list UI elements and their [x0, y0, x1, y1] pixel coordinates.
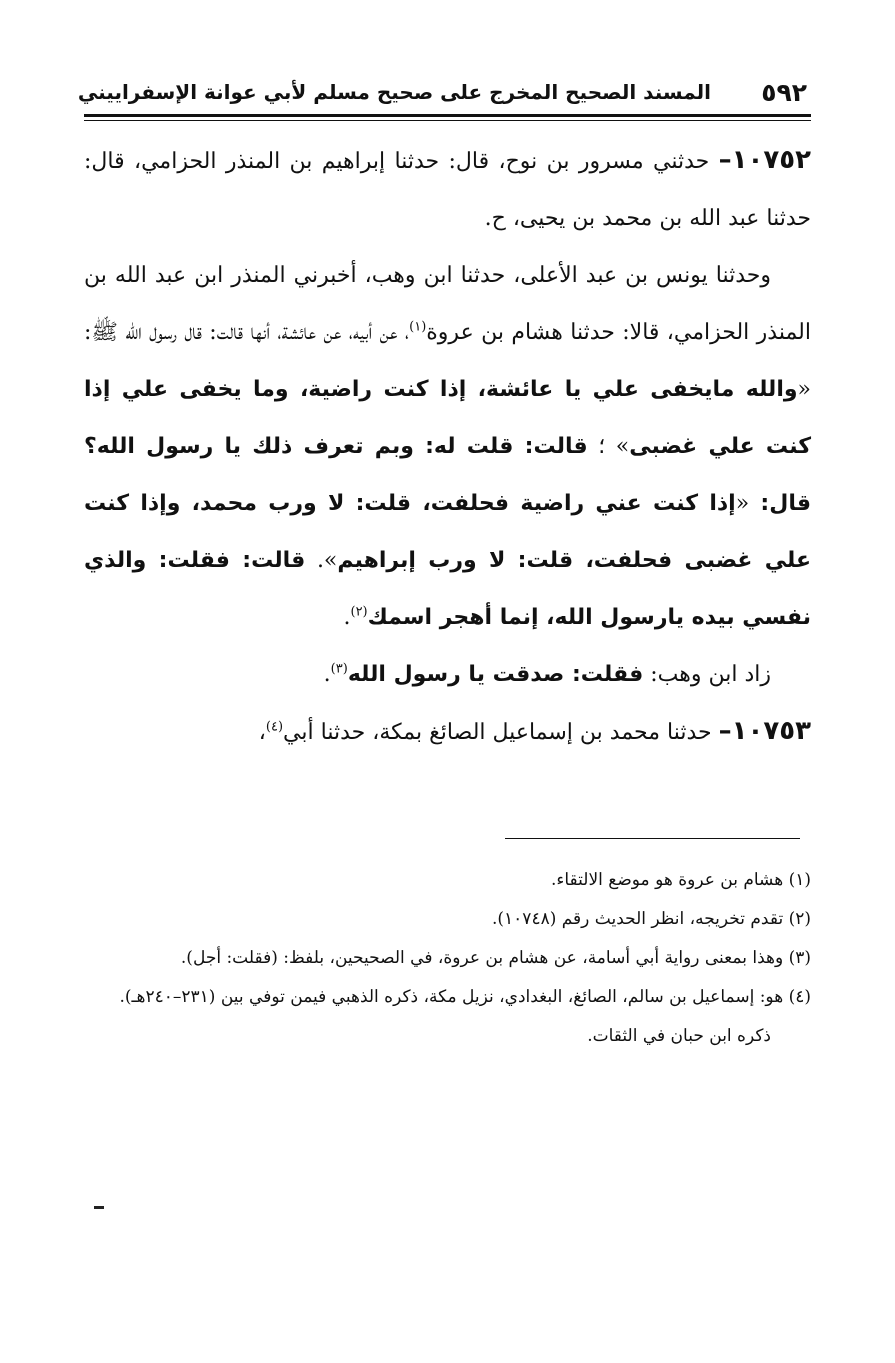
margin-mark — [94, 1206, 104, 1209]
punctuation: ، — [258, 720, 266, 745]
hadith-number: ١٠٧٥٣– — [718, 716, 811, 746]
footnote-marker: (٢) — [350, 604, 368, 620]
ziyada-para — [84, 646, 811, 703]
footnote-separator — [505, 838, 800, 839]
ziyada-text: فقلت: صدقت يا رسول الله — [347, 662, 644, 687]
footnote-2: (٢) تقدم تخريجه، انظر الحديث رقم (١٠٧٤٨). — [492, 909, 811, 929]
quote-mark: » ؛ — [587, 434, 630, 459]
quote-mark: « — [735, 491, 750, 516]
page-number: ٥٩٢ — [761, 78, 807, 107]
ziyada-intro: زاد ابن وهب: — [643, 662, 771, 687]
footnote-marker: (٣) — [330, 661, 348, 677]
matn-text: قالت: قلت له: وبم تعرف ذلك يا رسول الله؟ قال: — [84, 434, 811, 516]
footnote-1: (١) هشام بن عروة هو موضع الالتقاء. — [550, 870, 811, 890]
footnote-4: (٤) هو: إسماعيل بن سالم، الصائغ، البغدادي، نزيل مكة، ذكره الذهبي فيمن توفي بين (٢٣١–٢٤٠هـ). — [119, 987, 811, 1007]
footnote-3: (٣) وهذا بمعنى رواية أبي أسامة، عن هشام بن عروة، في الصحيحين، بلفظ: (فقلت: أجل). — [180, 948, 811, 968]
footnote-marker: (٤) — [265, 719, 284, 735]
main-text — [84, 132, 811, 761]
matn-text: والله مايخفى علي يا عائشة، إذا كنت راضية، وما يخفى علي إذا كنت علي غضبى — [84, 377, 811, 459]
hadith-10752-para-1 — [84, 132, 811, 247]
hadith-number: ١٠٧٥٢– — [718, 145, 811, 175]
footnote-marker: (١) — [409, 319, 427, 335]
isnad-text: وحدثنا يونس بن عبد الأعلى، حدثنا ابن وهب، أخبرني المنذر ابن عبد الله بن المنذر الحزامي، قالا: حدثنا هشام بن عروة — [84, 263, 811, 345]
punctuation: . — [343, 605, 351, 630]
page-header — [77, 76, 811, 112]
quote-mark: ». — [305, 548, 338, 573]
running-title: المسند الصحيح المخرج على صحيح مسلم لأبي عوانة الإسفراييني — [77, 80, 711, 104]
punctuation: . — [323, 662, 331, 687]
hadith-10753-para — [84, 703, 811, 761]
isnad-text: حدثني مسرور بن نوح، قال: حدثنا إبراهيم بن المنذر الحزامي، قال: حدثنا عبد الله بن محمد بن يحيى، ح. — [84, 149, 811, 231]
header-rule-thin — [84, 120, 811, 121]
footnotes — [84, 862, 811, 1057]
isnad-text: حدثنا محمد بن إسماعيل الصائغ بمكة، حدثنا أبي — [283, 720, 712, 745]
header-rule-thick — [84, 114, 811, 117]
isnad-text: ، عن أبيه، عن عائشة، أنها قالت: قال رسول الله ﷺ: « — [84, 320, 811, 402]
matn-text: إذا كنت عني راضية فحلفت، قلت: لا ورب محمد، وإذا كنت علي غضبى فحلفت، قلت: لا ورب إبراهيم — [84, 491, 811, 573]
hadith-10752-para-2 — [84, 247, 811, 646]
footnote-4-continuation: ذكره ابن حبان في الثقات. — [587, 1026, 771, 1046]
matn-text: قالت: فقلت: والذي نفسي بيده يارسول الله، إنما أهجر اسمك — [84, 548, 811, 630]
